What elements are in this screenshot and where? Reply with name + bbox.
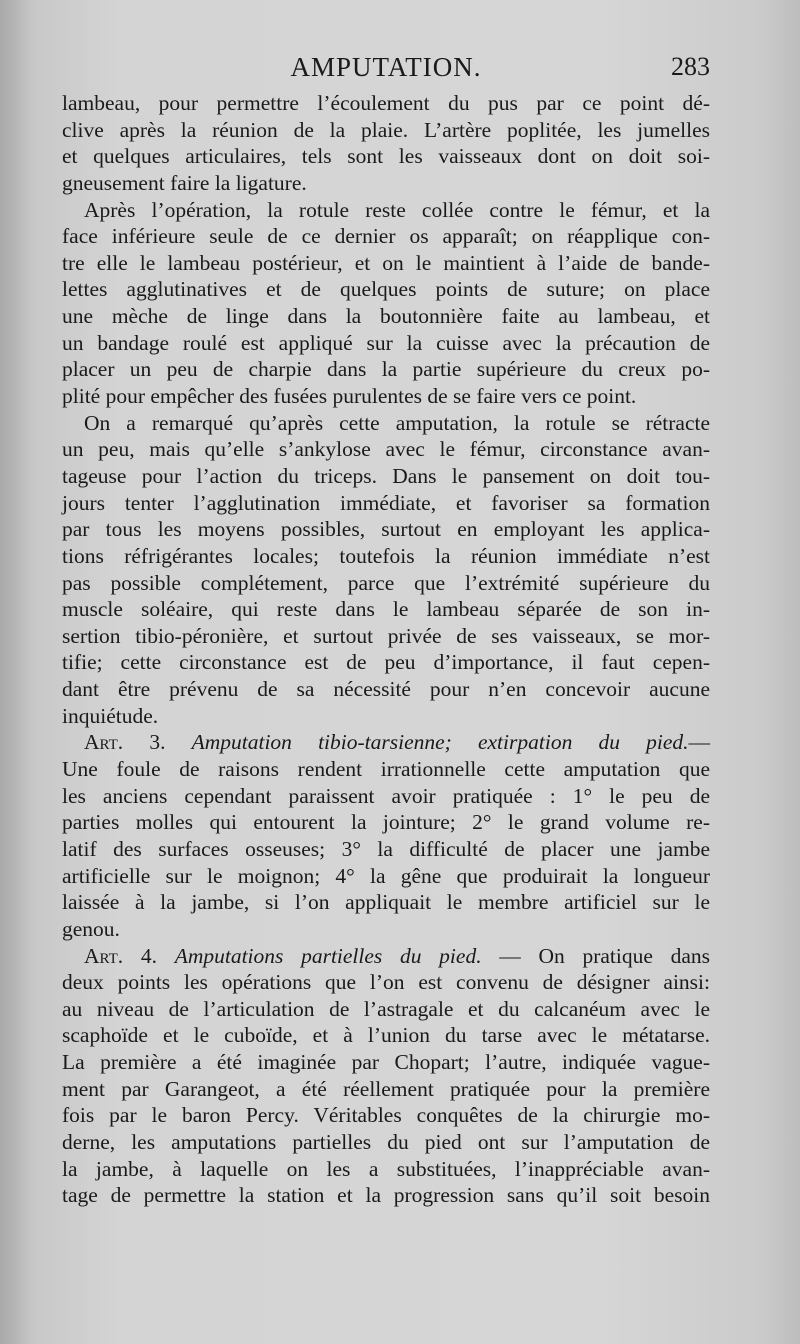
- text-line: [62, 383, 710, 410]
- text-line: [62, 490, 710, 517]
- text-line: [62, 1102, 710, 1129]
- text-line: [62, 117, 710, 144]
- text-line: [62, 623, 710, 650]
- text-segment: latif des surfaces osseuses; 3° la difficulté de placer une jambe: [62, 836, 710, 861]
- text-segment: parties molles qui entourent la jointure; 2° le grand volume re-: [62, 810, 710, 835]
- text-segment: un peu, mais qu’elle s’ankylose avec le fémur, circonstance avan-: [62, 437, 710, 462]
- text-segment: tre elle le lambeau postérieur, et on le maintient à l’aide de bande-: [62, 250, 710, 275]
- text-segment: tageuse pour l’action du triceps. Dans le pansement on doit tou-: [62, 463, 710, 488]
- article-label: Art. 4.: [84, 943, 175, 968]
- text-line: [62, 143, 710, 170]
- text-line: [62, 197, 710, 224]
- text-segment: —: [688, 730, 710, 755]
- text-segment: ment par Garangeot, a été réellement pratiquée pour la première: [62, 1076, 710, 1101]
- text-line: [62, 1076, 710, 1103]
- text-segment: dant être prévenu de sa nécessité pour n’en concevoir aucune: [62, 677, 710, 702]
- text-segment: tage de permettre la station et la progression sans qu’il soit besoin: [62, 1183, 710, 1208]
- text-line: [62, 596, 710, 623]
- text-segment: derne, les amputations partielles du pied ont sur l’amputation de: [62, 1129, 710, 1154]
- running-title: AMPUTATION.: [290, 52, 482, 82]
- text-line: [62, 676, 710, 703]
- text-line: [62, 783, 710, 810]
- text-segment: la jambe, à laquelle on les a substituées, l’inappréciable avan-: [62, 1156, 710, 1181]
- text-line: [62, 170, 710, 197]
- text-segment: au niveau de l’articulation de l’astragale et du calcanéum avec le: [62, 996, 710, 1021]
- body-text: [62, 90, 710, 1209]
- text-line: [62, 756, 710, 783]
- text-segment: gneusement faire la ligature.: [62, 170, 307, 195]
- text-segment: artificielle sur le moignon; 4° la gêne que produirait la longueur: [62, 863, 710, 888]
- article-label: Art. 3.: [84, 730, 192, 755]
- text-line: [62, 410, 710, 437]
- text-segment: tifie; cette circonstance est de peu d’importance, il faut cepen-: [62, 650, 710, 675]
- text-line: [62, 969, 710, 996]
- article-title: Amputations partielles du pied.: [174, 943, 482, 968]
- text-line: [62, 1129, 710, 1156]
- text-line: [62, 90, 710, 117]
- text-segment: — On pratique dans: [481, 943, 710, 968]
- text-segment: et quelques articulaires, tels sont les vaisseaux dont on doit soi-: [62, 144, 710, 169]
- text-segment: deux points les opérations que l’on est convenu de désigner ainsi:: [62, 970, 710, 995]
- text-line: [62, 996, 710, 1023]
- text-segment: laissée à la jambe, si l’on appliquait le membre artificiel sur le: [62, 890, 710, 915]
- text-segment: plité pour empêcher des fusées purulentes de se faire vers ce point.: [62, 384, 637, 409]
- text-line: [62, 276, 710, 303]
- text-segment: lettes agglutinatives et de quelques points de suture; on place: [62, 277, 710, 302]
- text-line: [62, 729, 710, 756]
- text-segment: genou.: [62, 916, 120, 941]
- page-number: 283: [671, 52, 710, 81]
- text-line: [62, 943, 710, 970]
- text-segment: les anciens cependant paraissent avoir pratiquée : 1° le peu de: [62, 783, 710, 808]
- text-segment: par tous les moyens possibles, surtout en employant les applica-: [62, 517, 710, 542]
- text-segment: face inférieure seule de ce dernier os apparaît; on réapplique con-: [62, 224, 710, 249]
- text-line: [62, 649, 710, 676]
- text-segment: un bandage roulé est appliqué sur la cuisse avec la précaution de: [62, 330, 710, 355]
- text-segment: Après l’opération, la rotule reste collée contre le fémur, et la: [84, 197, 710, 222]
- text-line: [62, 809, 710, 836]
- text-segment: fois par le baron Percy. Véritables conquêtes de la chirurgie mo-: [62, 1103, 710, 1128]
- article-title: Amputation tibio-tarsienne; extirpation du pied.: [191, 730, 689, 755]
- text-line: [62, 889, 710, 916]
- text-line: [62, 916, 710, 943]
- text-line: [62, 703, 710, 730]
- text-segment: La première a été imaginée par Chopart; l’autre, indiquée vague-: [62, 1050, 710, 1075]
- text-line: [62, 303, 710, 330]
- text-segment: pas possible complétement, parce que l’extrémité supérieure du: [62, 570, 710, 595]
- text-line: [62, 543, 710, 570]
- text-line: [62, 1049, 710, 1076]
- page-header: [62, 52, 710, 92]
- text-segment: placer un peu de charpie dans la partie supérieure du creux po-: [62, 357, 710, 382]
- text-line: [62, 1156, 710, 1183]
- text-line: [62, 436, 710, 463]
- text-segment: scaphoïde et le cuboïde, et à l’union du tarse avec le métatarse.: [62, 1023, 710, 1048]
- text-line: [62, 863, 710, 890]
- text-line: [62, 1022, 710, 1049]
- text-segment: tions réfrigérantes locales; toutefois la réunion immédiate n’est: [62, 543, 710, 568]
- text-segment: On a remarqué qu’après cette amputation, la rotule se rétracte: [84, 410, 710, 435]
- text-line: [62, 570, 710, 597]
- text-line: [62, 1182, 710, 1209]
- text-line: [62, 836, 710, 863]
- text-segment: inquiétude.: [62, 703, 159, 728]
- text-line: [62, 356, 710, 383]
- text-segment: clive après la réunion de la plaie. L’artère poplitée, les jumelles: [62, 117, 710, 142]
- text-line: [62, 463, 710, 490]
- text-segment: lambeau, pour permettre l’écoulement du pus par ce point dé-: [62, 91, 710, 115]
- text-segment: une mèche de linge dans la boutonnière faite au lambeau, et: [62, 304, 710, 329]
- text-line: [62, 250, 710, 277]
- text-segment: sertion tibio-péronière, et surtout privée de ses vaisseaux, se mor-: [62, 623, 710, 648]
- text-segment: jours tenter l’agglutination immédiate, et favoriser sa formation: [62, 490, 710, 515]
- text-line: [62, 516, 710, 543]
- text-line: [62, 330, 710, 357]
- text-line: [62, 223, 710, 250]
- text-segment: Une foule de raisons rendent irrationnelle cette amputation que: [62, 757, 710, 782]
- text-segment: muscle soléaire, qui reste dans le lambeau séparée de son in-: [62, 597, 710, 622]
